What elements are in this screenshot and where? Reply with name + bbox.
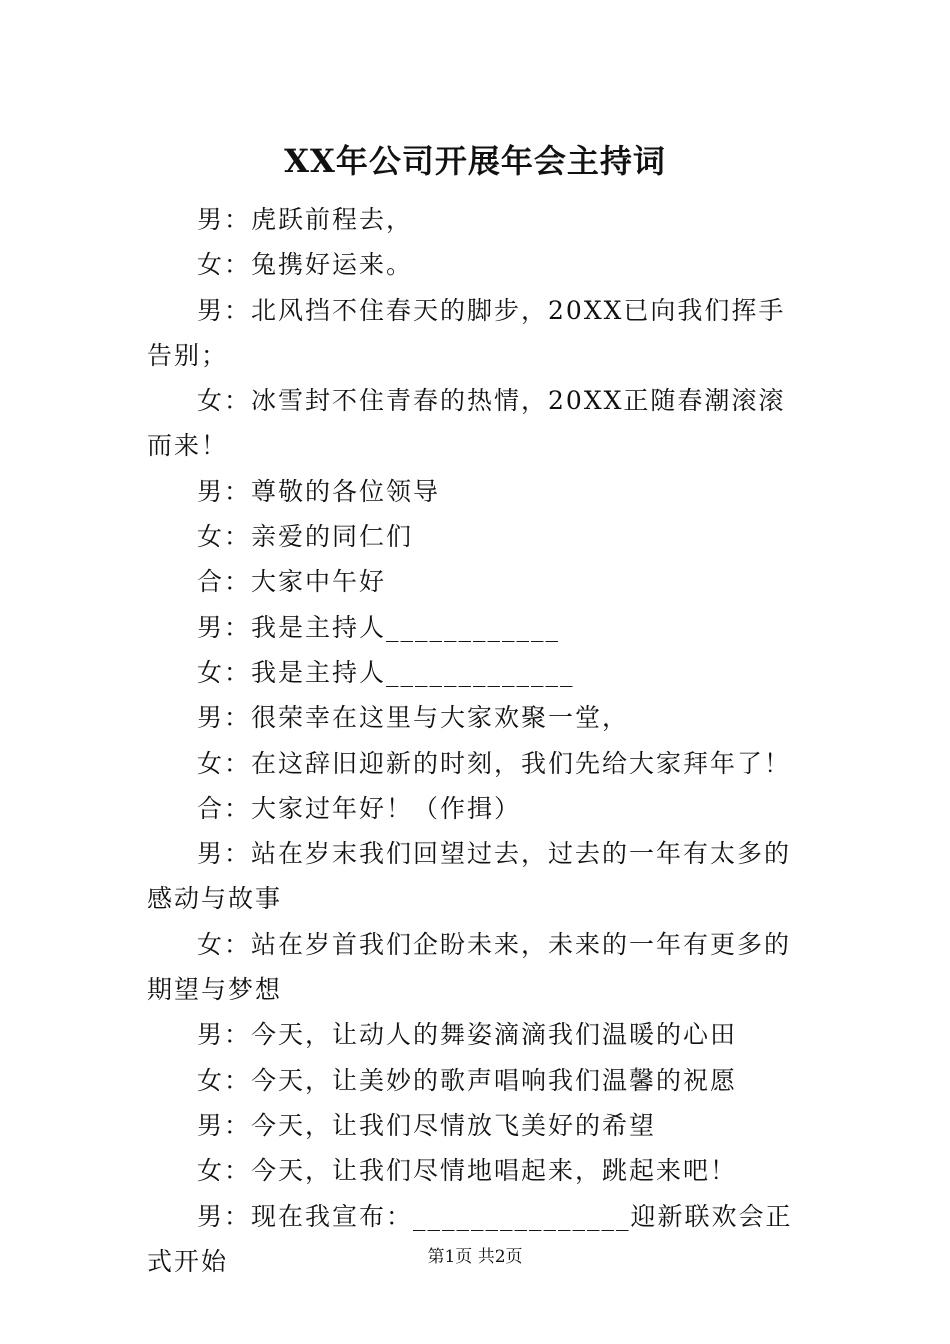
- paragraph: 女：在这辞旧迎新的时刻，我们先给大家拜年了！: [197, 748, 792, 778]
- paragraph: 女：今天，让美妙的歌声唱响我们温馨的祝愿: [197, 1065, 738, 1095]
- paragraph: 女：冰雪封不住青春的热情，20XX正随春潮滚滚而来！: [147, 386, 786, 461]
- paragraph: 合：大家过年好！（作揖）: [197, 793, 522, 823]
- paragraph: 女：亲爱的同仁们: [197, 522, 414, 552]
- paragraph: 男：现在我宣布：_______________迎新联欢会正式开始: [147, 1201, 793, 1276]
- paragraph: 男：尊敬的各位领导: [197, 476, 441, 506]
- paragraph: 女：兔携好运来。: [197, 250, 414, 280]
- paragraph: 男：虎跃前程去，: [197, 205, 414, 234]
- paragraph: 男：站在岁末我们回望过去，过去的一年有太多的感动与故事: [147, 839, 792, 914]
- paragraph: 男：北风挡不住春天的脚步，20XX已向我们挥手告别；: [147, 295, 786, 370]
- page-footer: 第1页 共2页: [427, 1247, 523, 1267]
- paragraph: 男：我是主持人____________: [197, 612, 561, 642]
- paragraph: 男：今天，让动人的舞姿滴滴我们温暖的心田: [197, 1020, 738, 1050]
- document-body: [147, 197, 807, 1284]
- paragraph: 合：大家中午好: [197, 567, 387, 597]
- paragraph: 女：今天，让我们尽情地唱起来，跳起来吧！: [197, 1156, 738, 1186]
- paragraph: 女：我是主持人_____________: [197, 657, 575, 687]
- paragraph: 男：今天，让我们尽情放飞美好的希望: [197, 1110, 657, 1140]
- paragraph: 男：很荣幸在这里与大家欢聚一堂，: [197, 703, 630, 733]
- document-title: XX年公司开展年会主持词: [284, 142, 666, 180]
- paragraph: 女：站在岁首我们企盼未来，未来的一年有更多的期望与梦想: [147, 929, 792, 1005]
